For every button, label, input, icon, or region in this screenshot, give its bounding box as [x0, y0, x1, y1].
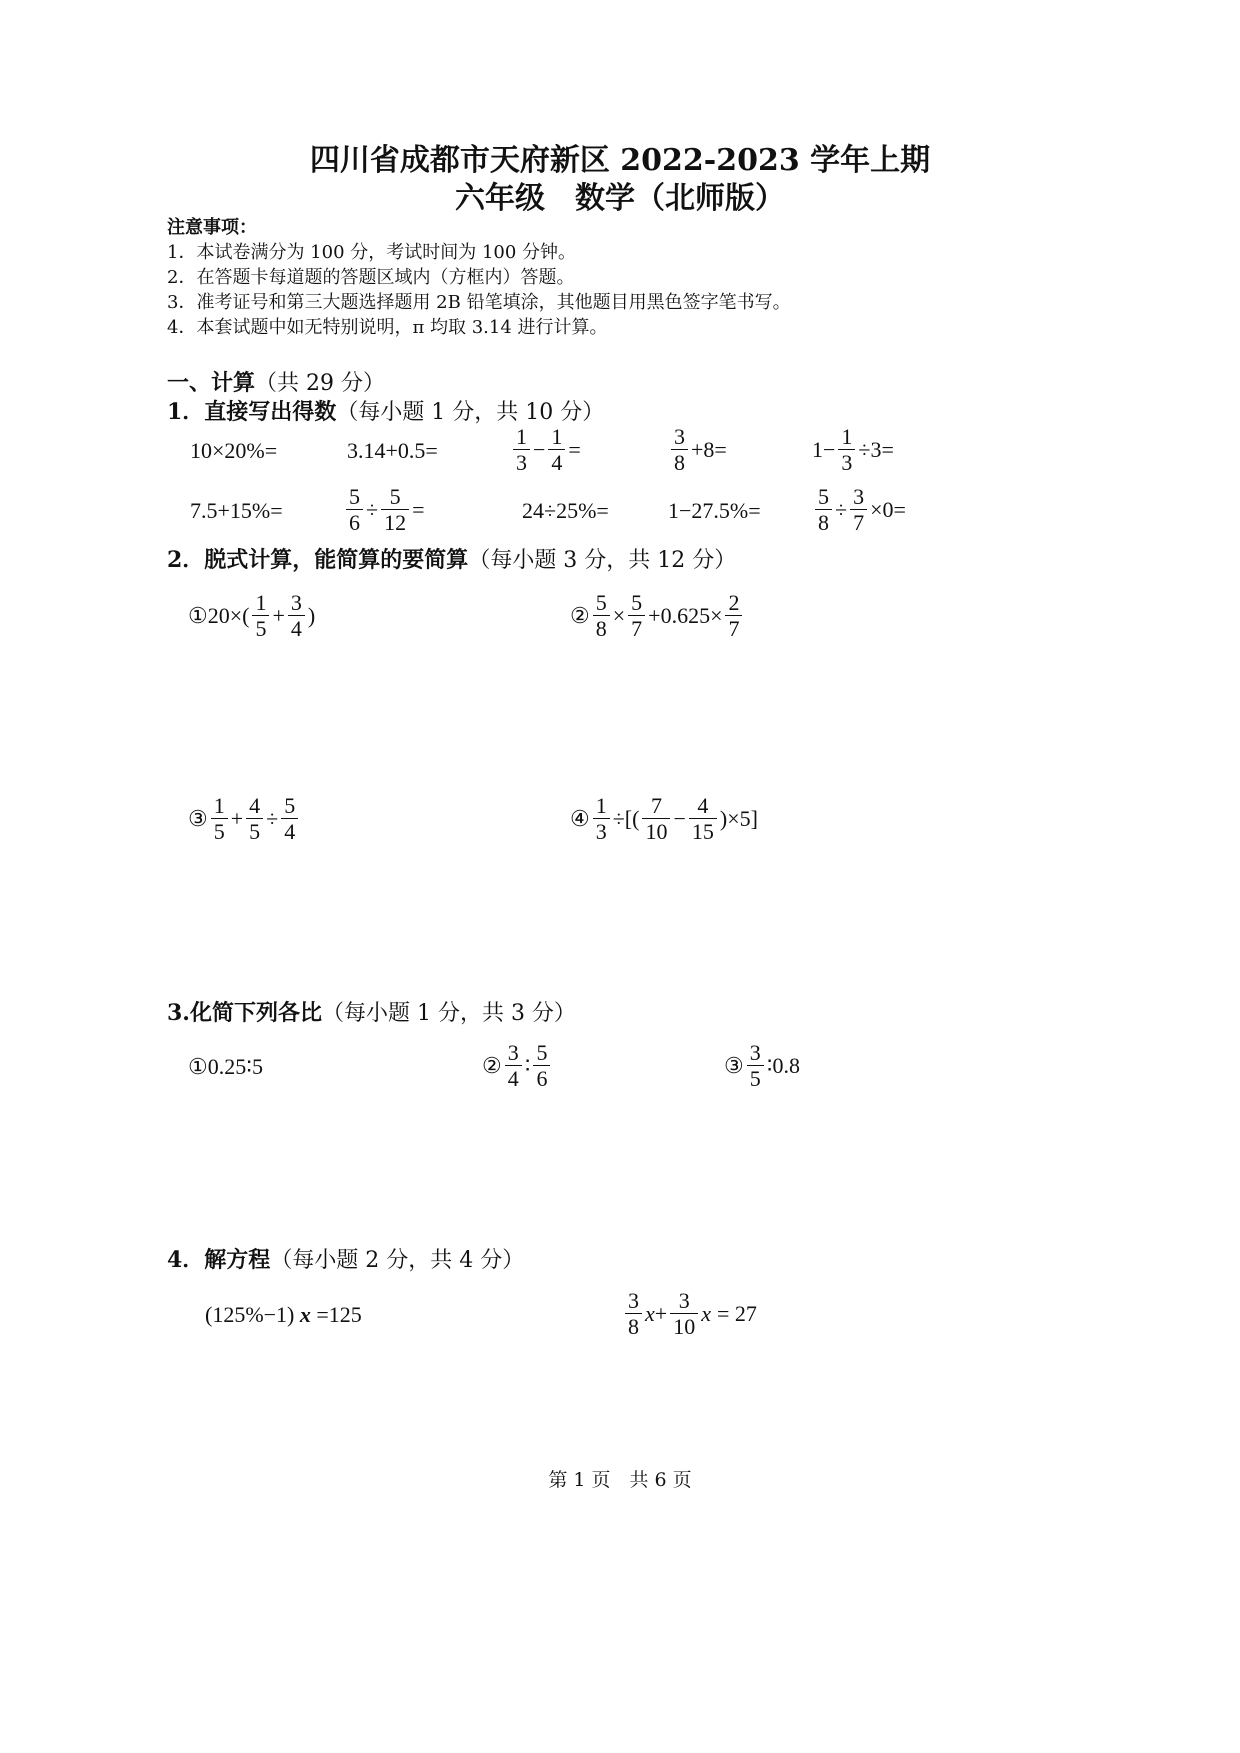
question-1-heading	[167, 395, 604, 426]
question-4-heading	[167, 1243, 524, 1274]
q3-ratio-1: ①0.25∶5	[188, 1054, 263, 1079]
q1-item-e: 1− $\frac{1}{3}$ ÷3=	[812, 424, 894, 476]
page-title: 四川省成都市天府新区 2022-2023 学年上期	[309, 143, 931, 178]
question-label: 4．解方程	[167, 1247, 271, 1273]
q2-problem-2: ② $\frac{5}{8}$ × $\frac{5}{7}$ +0.625× $\frac{2}{7}$	[570, 590, 745, 642]
note-item: 4．本套试题中如无特别说明，π 均取 3.14 进行计算。	[167, 317, 608, 338]
q1-item-f: 7.5+15%=	[190, 498, 283, 523]
question-score: （每小题 1 分，共 10 分）	[336, 400, 605, 425]
note-item: 1．本试卷满分为 100 分，考试时间为 100 分钟。	[167, 242, 577, 263]
q2-problem-3: ③ $\frac{1}{5}$ + $\frac{4}{5}$ ÷ $\frac{5}{4}$	[188, 793, 301, 845]
question-3-heading	[167, 996, 576, 1027]
q3-ratio-2: ② $\frac{3}{4}$ ∶ $\frac{5}{6}$	[482, 1040, 553, 1092]
q2-problem-4: ④ $\frac{1}{3}$ ÷[( $\frac{7}{10}$ − $\frac{4}{15}$ )×5]	[570, 793, 758, 845]
note-item: 2．在答题卡每道题的答题区域内（方框内）答题。	[167, 267, 575, 288]
q1-item-b: 3.14+0.5=	[347, 438, 438, 463]
q1-item-h: 24÷25%=	[522, 498, 609, 523]
q1-item-d: $\frac{3}{8}$ +8=	[668, 424, 727, 476]
section-heading	[167, 366, 385, 397]
q1-item-g: $\frac{5}{6}$ ÷ $\frac{5}{12}$ =	[343, 484, 425, 536]
question-score: （每小题 1 分，共 3 分）	[321, 1001, 576, 1026]
note-item: 3．准考证号和第三大题选择题用 2B 铅笔填涂，其他题目用黑色签字笔书写。	[167, 292, 791, 313]
q1-item-i: 1−27.5%=	[668, 498, 761, 523]
question-score: （每小题 2 分，共 4 分）	[270, 1248, 525, 1273]
q3-ratio-3: ③ $\frac{3}{5}$ ∶0.8	[724, 1040, 800, 1092]
question-label: 2．脱式计算，能简算的要简算	[167, 547, 469, 573]
page-footer: 第 1 页 共 6 页	[548, 1469, 692, 1491]
question-score: （每小题 3 分，共 12 分）	[468, 548, 737, 573]
question-label: 3.化简下列各比	[167, 1000, 322, 1026]
question-2-heading	[167, 543, 736, 574]
q1-item-a: 10×20%=	[190, 438, 278, 463]
q1-item-j: $\frac{5}{8}$ ÷ $\frac{3}{7}$ ×0=	[812, 484, 906, 536]
notes-heading: 注意事项：	[167, 217, 257, 238]
section-score: （共 29 分）	[255, 371, 385, 396]
q4-equation-2: $\frac{3}{8}$ x+ $\frac{3}{10}$ x = 27	[622, 1288, 757, 1340]
q1-item-c: $\frac{1}{3}$ − $\frac{1}{4}$ =	[510, 424, 581, 476]
page-subtitle: 六年级 数学（北师版）	[455, 181, 785, 216]
section-label: 一、计算	[167, 370, 256, 396]
question-label: 1．直接写出得数	[167, 399, 337, 425]
q2-problem-1: ①20×( $\frac{1}{5}$ + $\frac{3}{4}$ )	[188, 590, 316, 642]
q4-equation-1: (125%−1) x =125	[205, 1302, 362, 1327]
